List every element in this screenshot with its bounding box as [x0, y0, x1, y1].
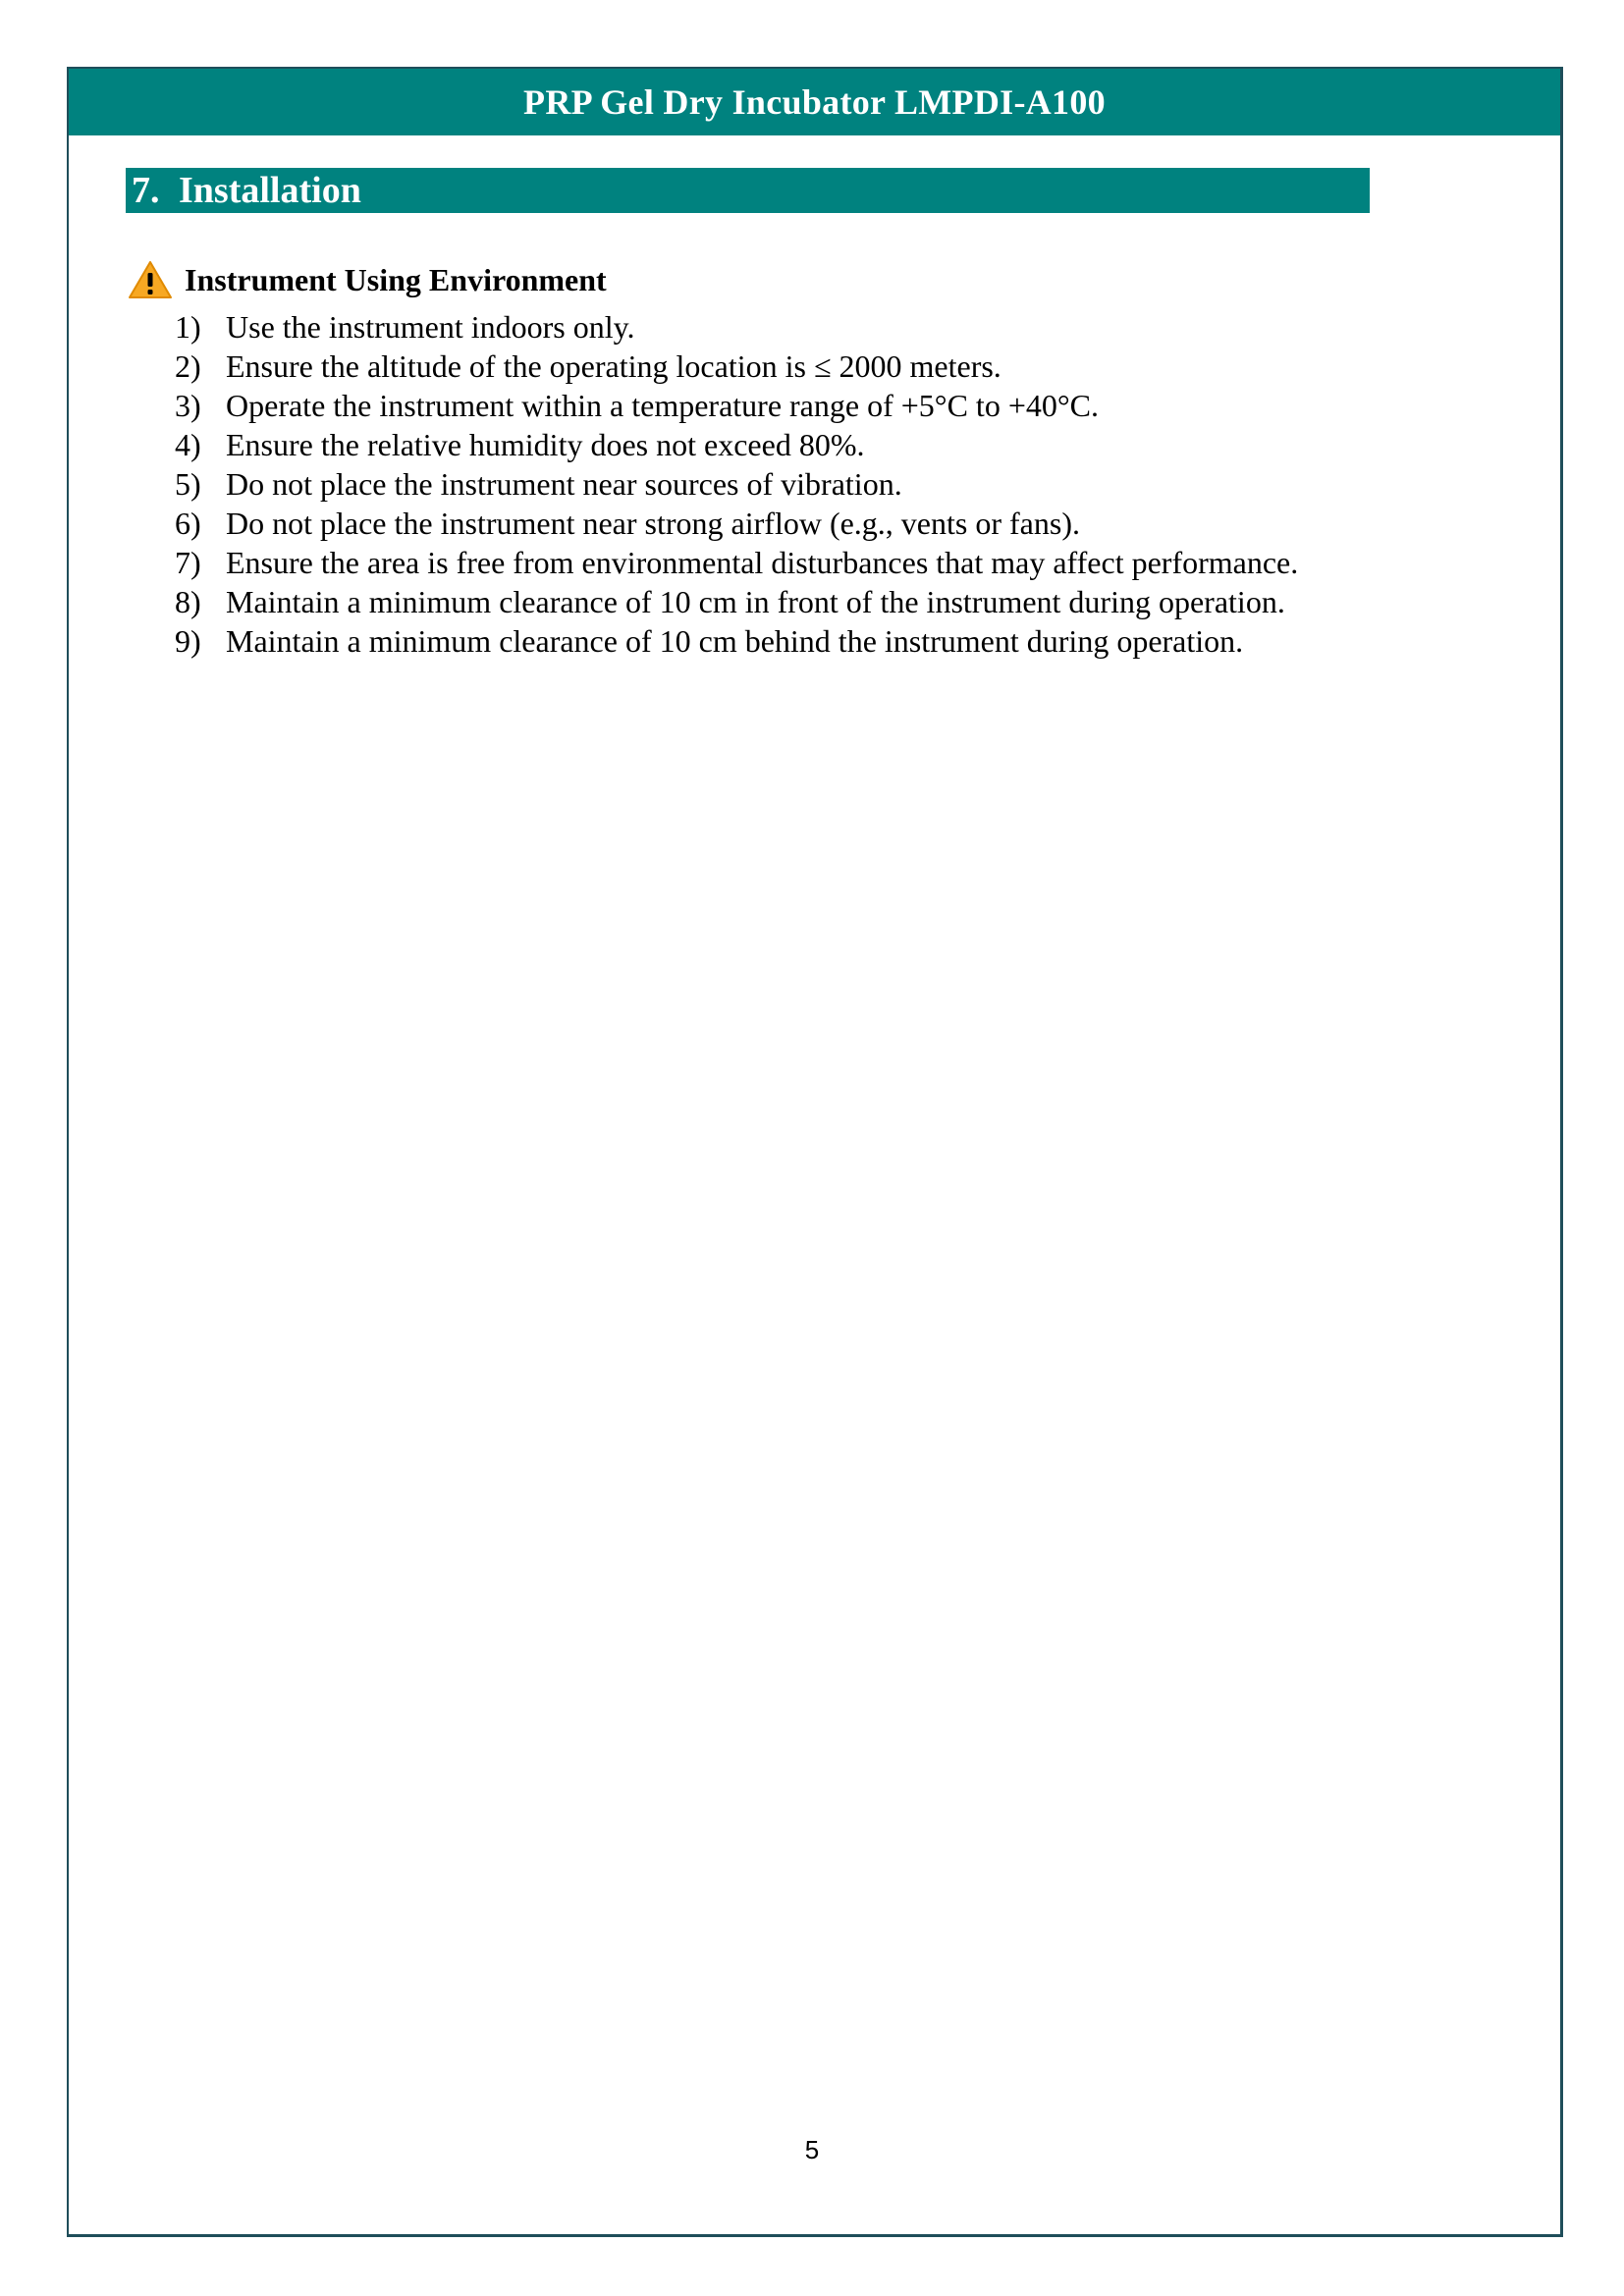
list-item [175, 504, 1436, 543]
list-item [175, 386, 1436, 425]
list-marker: 6) [175, 506, 201, 541]
section-title: Installation [179, 170, 361, 211]
list-item [175, 347, 1436, 386]
list-item [175, 425, 1436, 464]
list-marker: 2) [175, 348, 201, 384]
list-item-text: Maintain a minimum clearance of 10 cm behind the instrument during operation. [226, 623, 1244, 659]
warning-icon [128, 260, 173, 299]
list-item [175, 307, 1436, 347]
document-title: PRP Gel Dry Incubator LMPDI-A100 [523, 82, 1106, 122]
list-marker: 4) [175, 427, 201, 462]
list-item [175, 543, 1436, 582]
document-header [69, 69, 1560, 135]
section-heading [126, 168, 1370, 213]
subsection-title: Instrument Using Environment [185, 262, 607, 297]
list-marker: 3) [175, 388, 201, 423]
list-item [175, 464, 1436, 504]
list-item [175, 582, 1436, 621]
section-number: 7. [132, 170, 160, 211]
subsection-heading [128, 260, 607, 299]
list-marker: 9) [175, 623, 201, 659]
list-item-text: Do not place the instrument near sources of vibration. [226, 466, 902, 502]
list-marker: 1) [175, 309, 201, 345]
page-number: 5 [804, 2135, 820, 2164]
list-item-text: Ensure the altitude of the operating location is ≤ 2000 meters. [226, 348, 1001, 384]
list-marker: 5) [175, 466, 201, 502]
list-item-text: Operate the instrument within a temperature range of +5°C to +40°C. [226, 388, 1099, 423]
list-marker: 7) [175, 545, 201, 580]
list-item-text: Do not place the instrument near strong airflow (e.g., vents or fans). [226, 506, 1080, 541]
requirements-list [175, 307, 1436, 661]
list-marker: 8) [175, 584, 201, 619]
list-item-text: Ensure the area is free from environmental disturbances that may affect performance. [226, 545, 1299, 580]
list-item [175, 621, 1436, 661]
list-item-text: Ensure the relative humidity does not exceed 80%. [226, 427, 865, 462]
list-item-text: Use the instrument indoors only. [226, 309, 635, 345]
list-item-text: Maintain a minimum clearance of 10 cm in front of the instrument during operation. [226, 584, 1285, 619]
